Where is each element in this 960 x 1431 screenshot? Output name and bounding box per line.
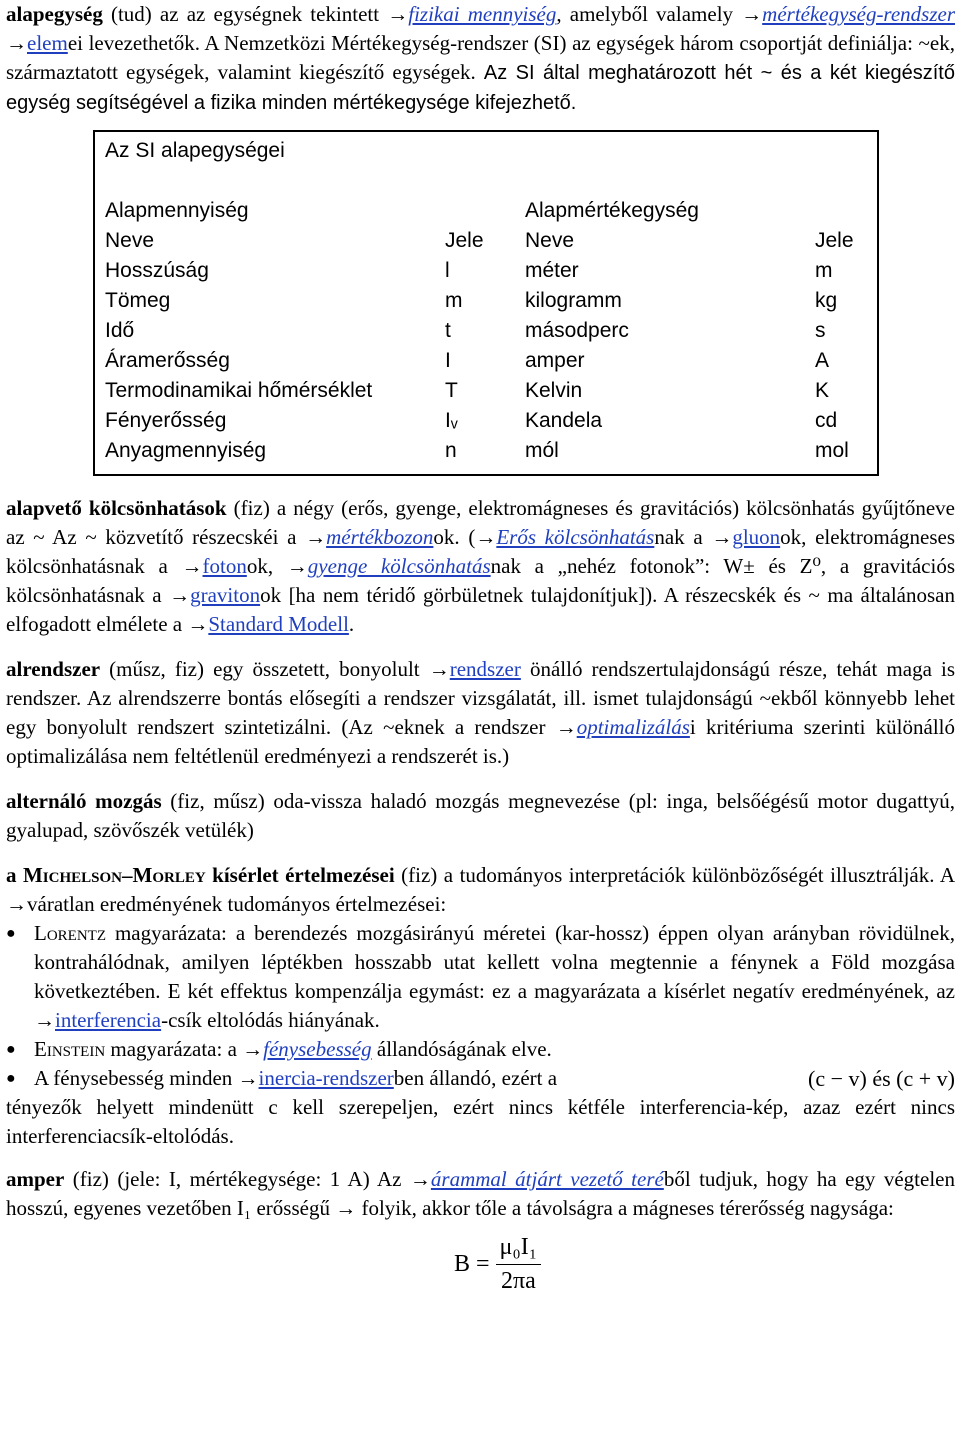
table-row: Fényerősség Iᵥ Kandela cd: [105, 409, 838, 432]
arrow-right-icon: →: [187, 612, 209, 636]
arrow-right-icon: →: [428, 657, 450, 681]
arrow-right-icon: →: [387, 2, 409, 26]
entry-alapegyseg: alapegység (tud) az az egységnek tekintett →fizikai mennyiség, amelyből valamely →mértékegység-rendszer →elemei levezethetők. A Nemzetközi Mértékegység-rendszer (SI) az egységek három csoportját definiálja: ~ek, származtatott egységek, valamint kiegészítő egységek. Az SI által meghatározott hét ~ és a két kiegészítő egység segítségével a fizika minden mértékegysége kifejezhető.: [6, 2, 955, 114]
arrow-right-icon: →: [6, 892, 27, 916]
arrow-right-icon: →: [555, 715, 577, 739]
entry-alapveto-kolcsonhatasok: alapvető kölcsönhatások (fiz) a négy (erős, gyenge, elektromágneses és gravitációs) kölcsönhatás gyűjtőneve az ~ Az ~ közvetítő részecskéi a →mértékbozonok. (→Erős kölcsönhatásnak a →gluonok, elektromágneses kölcsönhatásnak a →fotonok, →gyenge kölcsönhatásnak a „nehéz fotonok”: W± és Z⁰, a gravitációs kölcsönhatásnak a →gravitonok [ha nem téridő görbületnek tulajdonítjuk]). A részecskék és ~ ma általánosan elfogadott elmélete a →Standard Modell.: [6, 496, 956, 636]
entry-term: amper: [6, 1167, 65, 1191]
arrow-right-icon: →: [305, 525, 327, 549]
arrow-right-icon: →: [242, 1037, 264, 1061]
arrow-right-icon: →: [475, 525, 497, 549]
table-header: Neve: [525, 229, 575, 252]
table-caption: Az SI alapegységei: [105, 139, 285, 162]
arrow-right-icon: →: [711, 525, 733, 549]
table-row: Tömeg m kilogramm kg: [105, 289, 838, 312]
arrow-right-icon: →: [6, 31, 27, 55]
link-mertekbozon[interactable]: mértékbozon: [326, 525, 434, 549]
list-item: ● Einstein magyarázata: a →fénysebesség állandóságának elve.: [34, 1035, 955, 1064]
entry-term-names: Michelson–Morley: [22, 863, 206, 887]
link-inercia-rendszer[interactable]: inercia-rendszer: [258, 1066, 394, 1090]
arrow-right-icon: →: [237, 1066, 259, 1090]
entry-amper: amper (fiz) (jele: I, mértékegysége: 1 A) Az →árammal átjárt vezető teréből tudjuk, hogy ha egy végtelen hosszú, egyenes vezetőben I₁ erősségű → folyik, akkor tőle a távolságra a mágneses térerősség nagysága:: [6, 1167, 955, 1220]
table-group-right: Alapmértékegység: [525, 199, 699, 222]
table-header: Neve: [105, 229, 155, 252]
link-gyenge-kolcsonhatas[interactable]: gyenge kölcsönhatás: [307, 554, 491, 578]
math-expression: (c − v) és (c + v): [808, 1066, 955, 1091]
arrow-right-icon: →: [741, 2, 763, 26]
arrow-right-icon: →: [181, 554, 203, 578]
table-row: Hosszúság l méter m: [105, 259, 833, 282]
table-header: Jele: [815, 229, 854, 252]
formula-numerator: μ₀I₁: [496, 1233, 542, 1265]
link-mertekegyseg-rendszer[interactable]: mértékegység-rendszer: [762, 2, 955, 26]
entry-term: alapegység: [6, 2, 103, 26]
link-eros-kolcsonhatas[interactable]: Erős kölcsönhatás: [496, 525, 655, 549]
document-page: alapegység (tud) az az egységnek tekintett →fizikai mennyiség, amelyből valamely →mértékegység-rendszer →elemei levezethetők. A Nemzetközi Mértékegység-rendszer (SI) az egységek három csoportját definiálja: ~ek, származtatott egységek, valamint kiegészítő egységek. Az SI által meghatározott hét ~ és a két kiegészítő egység segítségével a fizika minden mértékegysége kifejezhető. Az SI alapegységei Alapmennyiség Alapmértékegység Neve Jele Neve Jele Hosszúság l méter m Tömeg m kilogramm kg Idő t másodperc s Áramerősség I amper A Termodinamikai hőmérséklet T Kelvin K Fényerősség Iᵥ Kandela cd Anyagmennyiség n mól mol alapvető kölcsönhatások (fiz) a négy (erős, gyenge, elektromágneses és gravitációs) kölcsönhatás gyűjtőneve az ~ Az ~ közvetítő részecskéi a →mértékbozonok. (→Erős kölcsönhatásnak a →gluonok, elektromágneses kölcsönhatásnak a →fotonok, →gyenge kölcsönhatásnak a „nehéz fotonok”: W± és Z⁰, a gravitációs kölcsönhatásnak a →gravitonok [ha nem téridő görbületnek tulajdonítjuk]). A részecskék és ~ ma általánosan elfogadott elmélete a →Standard Modell. alrendszer (műsz, fiz) egy összetett, bonyolult →rendszer önálló rendszertulajdonságú része, tehát maga is rendszer. Az alrendszerre bontás elősegíti a rendszer vizsgálatát, ill. ismet tulajdonságú ~ekből könnyebb lehet egy bonyolult rendszert szintetizálni. (Az ~eknek a rendszer →optimalizálási kritériuma szerinti különálló optimalizálása nem feltétlenül eredményezi a rendszerét is.) alternáló mozgás (fiz, műsz) oda-vissza haladó mozgás megnevezése (pl: inga, belsőégésű motor dugattyú, gyalupad, szövőszék vetülék) a Michelson–Morley kísérlet értelmezései (fiz) a tudományos interpretációk különbözőségét illusztrálják. A →váratlan eredményének tudományos értelmezései: ● Lorentz magyarázata: a berendezés mozgásirányú méretei (kar-hossz) éppen olyan arányban rövidülnek, kontrahálódnak, amilyen léptékben hosszabb utat kellett volna megtennie a fénynek a Föld mozgása következtében. E két effektus kompenzálja egymást: ez a magyarázata a kísérlet negatív eredményének, az →interferencia-csík eltolódás hiányának. ● Einstein magyarázata: a →fénysebesség állandóságának elve. ● A fénysebesség minden →inercia-rendszerben állandó, ezért a (c − v) és (c + v) tényezők helyett mindenütt c kell szerepeljen, ezért nincs kétféle interferencia-kép, azaz ezért nincs interferenciacsík-eltolódás. amper (fiz) (jele: I, mértékegysége: 1 A) Az →árammal átjárt vezető teréből tudjuk, hogy ha egy végtelen hosszú, egyenes vezetőben I₁ erősségű → folyik, akkor tőle a távolságra a mágneses térerősség nagysága: B = $\frac{\text{μ₀I₁}}{2\pi a}$: [0, 0, 960, 1296]
entry-alrendszer: alrendszer (műsz, fiz) egy összetett, bonyolult →rendszer önálló rendszertulajdonságú része, tehát maga is rendszer. Az alrendszerre bontás elősegíti a rendszer vizsgálatát, ill. ismet tulajdonságú ~ekből könnyebb lehet egy bonyolult rendszert szintetizálni. (Az ~eknek a rendszer →optimalizálási kritériuma szerinti különálló optimalizálása nem feltétlenül eredményezi a rendszerét is.): [6, 657, 955, 768]
entry-term: alternáló mozgás: [6, 789, 162, 813]
link-foton[interactable]: foton: [202, 554, 247, 578]
link-gluon[interactable]: gluon: [732, 525, 781, 549]
link-graviton[interactable]: graviton: [190, 583, 261, 607]
link-elem[interactable]: elem: [27, 31, 68, 55]
interpretations-list: [6, 919, 955, 1093]
arrow-right-icon: →: [169, 583, 191, 607]
table-group-left: Alapmennyiség: [105, 199, 249, 222]
link-fenysebesseg[interactable]: fénysebesség: [263, 1037, 372, 1061]
entry-alternalo-mozgas: alternáló mozgás (fiz, műsz) oda-vissza haladó mozgás megnevezése (pl: inga, belsőégésű motor dugattyú, gyalupad, szövőszék vetülék): [6, 789, 955, 842]
table-header: Jele: [445, 229, 484, 252]
arrow-right-icon: →: [335, 1196, 357, 1220]
link-optimalizalas[interactable]: optimalizálás: [576, 715, 690, 739]
link-standard-modell[interactable]: Standard Modell: [208, 612, 349, 636]
link-interferencia[interactable]: interferencia: [55, 1008, 162, 1032]
entry-term: alrendszer: [6, 657, 101, 681]
arrow-right-icon: →: [409, 1167, 431, 1191]
link-arammal-atjart-vezeto-tere[interactable]: árammal átjárt vezető teré: [430, 1167, 664, 1191]
list-item: ● Lorentz magyarázata: a berendezés mozgásirányú méretei (kar-hossz) éppen olyan arányban rövidülnek, kontrahálódnak, amilyen léptékben hosszabb utat kellett volna megtennie a fénynek a Föld mozgása következtében. E két effektus kompenzálja egymást: ez a magyarázata a kísérlet negatív eredményének, az →interferencia-csík eltolódás hiányának.: [34, 919, 955, 1035]
arrow-right-icon: →: [34, 1008, 55, 1032]
link-rendszer[interactable]: rendszer: [449, 657, 521, 681]
link-fizikai-mennyiseg[interactable]: fizikai mennyiség: [408, 2, 557, 26]
arrow-right-icon: →: [286, 554, 308, 578]
table-row: Termodinamikai hőmérséklet T Kelvin K: [105, 379, 830, 402]
table-row: Anyagmennyiség n mól mol: [105, 439, 849, 462]
si-base-units-table: [93, 130, 879, 476]
formula-denominator: 2πa: [500, 1268, 536, 1294]
entry-term: alapvető kölcsönhatások: [6, 496, 227, 520]
entry-michelson-morley: a Michelson–Morley kísérlet értelmezései (fiz) a tudományos interpretációk különbözőségét illusztrálják. A →váratlan eredményének tudományos értelmezései:: [6, 863, 955, 916]
list-item: ● A fénysebesség minden →inercia-rendszerben állandó, ezért a (c − v) és (c + v): [34, 1064, 955, 1093]
formula-b-field: B = $\frac{\text{μ₀I₁}}{2\pi a}$: [454, 1233, 955, 1296]
table-row: Áramerősség I amper A: [105, 349, 830, 372]
table-row: Idő t másodperc s: [105, 319, 826, 342]
